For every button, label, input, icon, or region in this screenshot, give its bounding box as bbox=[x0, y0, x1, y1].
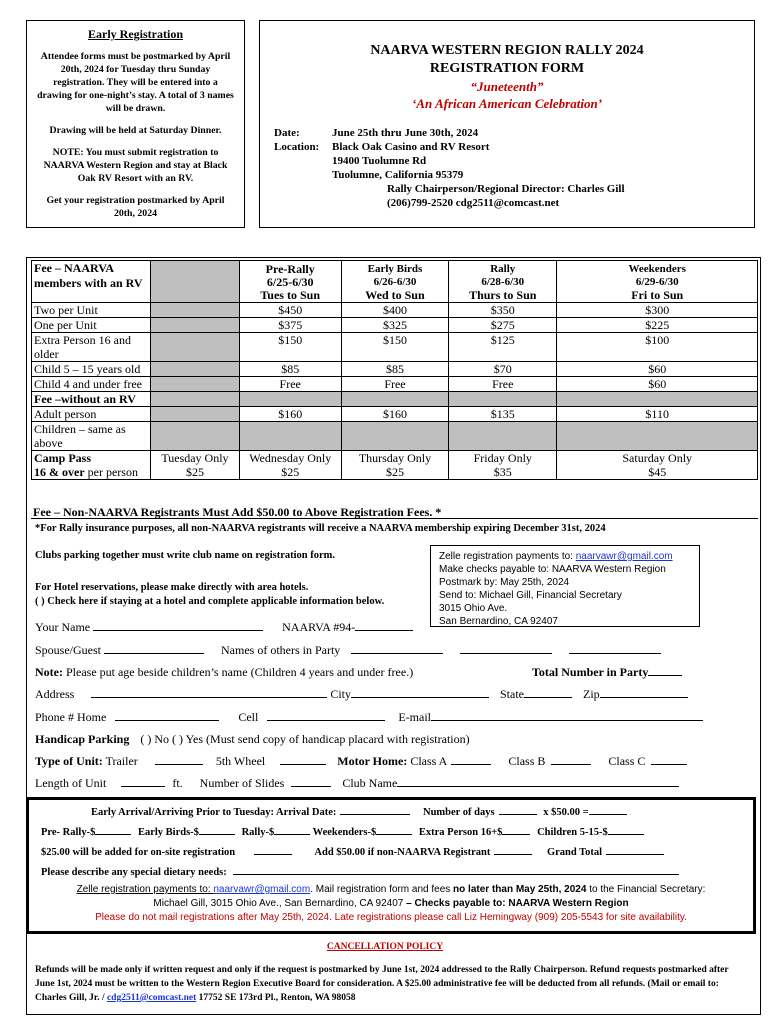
postmark-by: Postmark by: May 25th, 2024 bbox=[439, 577, 570, 588]
children-field[interactable] bbox=[608, 824, 644, 835]
camp-day: Friday Only bbox=[449, 451, 557, 466]
rally-field[interactable] bbox=[274, 824, 310, 835]
form-title: REGISTRATION FORM bbox=[429, 61, 585, 76]
early-registration-box bbox=[26, 20, 245, 228]
grey-cell bbox=[557, 392, 758, 407]
total-party-field[interactable] bbox=[648, 665, 682, 676]
zip-field[interactable] bbox=[600, 687, 688, 698]
col-label: Weekenders bbox=[628, 263, 686, 275]
naarva-number-label: NAARVA #94- bbox=[282, 620, 356, 634]
grey-cell bbox=[341, 392, 448, 407]
early-arrival-label: Early Arrival/Arriving Prior to Tuesday: Arrival Date: bbox=[91, 807, 337, 818]
location-label: Location: bbox=[274, 141, 320, 153]
fee-header-row bbox=[32, 261, 758, 303]
row-label: Child 4 and under free bbox=[32, 377, 151, 392]
fee-cell: $70 bbox=[449, 362, 557, 377]
fee-cell: Free bbox=[449, 377, 557, 392]
spouse-row bbox=[35, 643, 661, 658]
early-birds-field[interactable] bbox=[199, 824, 235, 835]
col-dates: 6/25-6/30 bbox=[266, 275, 314, 289]
fee-cell: $160 bbox=[239, 407, 341, 422]
camp-price: $25 bbox=[151, 465, 239, 480]
club-name-label: Club Name bbox=[342, 776, 398, 790]
total-party bbox=[532, 665, 682, 680]
class-b-label: Class B bbox=[508, 754, 546, 768]
note-row bbox=[35, 665, 413, 680]
others-field-1[interactable] bbox=[351, 643, 443, 654]
times-fifty-label: x $50.00 = bbox=[543, 807, 589, 818]
note-text: Please put age beside children’s name (Children 4 years and under free.) bbox=[62, 665, 414, 679]
spouse-field[interactable] bbox=[104, 643, 204, 654]
cancellation-title: CANCELLATION POLICY bbox=[326, 942, 444, 952]
fee-cell: $150 bbox=[239, 333, 341, 362]
late-registration-note: Please do not mail registrations after May 25th, 2024. Late registrations please call Liz Hemingway (909) 205-5543 for site availability. bbox=[95, 912, 687, 923]
grey-cell bbox=[557, 422, 758, 451]
grey-cell bbox=[151, 422, 239, 451]
fee-cell: $275 bbox=[449, 318, 557, 333]
date-value: June 25th thru June 30th, 2024 bbox=[332, 127, 479, 139]
fee-table bbox=[31, 260, 758, 480]
fee-cell: $110 bbox=[557, 407, 758, 422]
insurance-note: *For Rally insurance purposes, all non-NAARVA registrants will receive a NAARVA membership expiring December 31st, 2024 bbox=[35, 523, 606, 534]
mail-instructions bbox=[29, 884, 753, 895]
naarva-number-field[interactable] bbox=[355, 620, 413, 631]
row-label: Children – same as above bbox=[32, 422, 151, 451]
pre-rally-label: Pre- Rally-$ bbox=[41, 827, 96, 838]
checks-payable-bold: – Checks payable to: NAARVA Western Region bbox=[406, 898, 629, 909]
fee-cell: $325 bbox=[341, 318, 448, 333]
grey-cell bbox=[239, 422, 341, 451]
length-label: Length of Unit bbox=[35, 776, 107, 790]
grey-cell bbox=[151, 303, 239, 318]
length-row bbox=[35, 776, 679, 791]
early-registration-title: Early Registration bbox=[88, 27, 183, 41]
state-label: State bbox=[500, 687, 524, 701]
theme-line-2: ‘An African American Celebration’ bbox=[411, 96, 603, 111]
dietary-row bbox=[41, 864, 679, 878]
address-field[interactable] bbox=[91, 687, 327, 698]
row-label: Extra Person 16 and older bbox=[32, 333, 151, 362]
grand-total-label: Grand Total bbox=[546, 847, 603, 858]
weekenders-label: Weekenders-$ bbox=[312, 827, 377, 838]
children-label: Children 5-15-$ bbox=[537, 827, 608, 838]
fee-row bbox=[32, 333, 758, 362]
rally-label: Rally-$ bbox=[241, 827, 275, 838]
fee-cell: $350 bbox=[449, 303, 557, 318]
fee-cell: $60 bbox=[557, 377, 758, 392]
grand-total-field[interactable] bbox=[606, 844, 664, 855]
hotel-note: For Hotel reservations, please make directly with area hotels. bbox=[35, 582, 309, 593]
without-rv-label: Fee –without an RV bbox=[32, 392, 151, 407]
handicap-options[interactable]: ( ) No ( ) Yes (Must send copy of handicap placard with registration) bbox=[140, 732, 470, 746]
camp-price: $45 bbox=[557, 465, 758, 480]
fee-cell: Free bbox=[239, 377, 341, 392]
col-days: Tues to Sun bbox=[260, 288, 320, 302]
zelle-info-box bbox=[430, 545, 700, 627]
col-days: Wed to Sun bbox=[365, 288, 425, 302]
zelle-label: Zelle registration payments to: bbox=[439, 551, 576, 562]
postmark-note: Get your registration postmarked by April 20th, 2024 bbox=[46, 195, 225, 219]
col-dates: 6/29-6/30 bbox=[635, 276, 679, 288]
fee-cell: $60 bbox=[557, 362, 758, 377]
phone-label: Phone # Home bbox=[35, 710, 107, 724]
fee-cell: $85 bbox=[239, 362, 341, 377]
grey-cell bbox=[151, 377, 239, 392]
phone-row bbox=[35, 710, 703, 725]
send-to: Send to: Michael Gill, Financial Secretary bbox=[439, 590, 622, 601]
spouse-label: Spouse/Guest bbox=[35, 643, 101, 657]
class-b-field[interactable] bbox=[551, 754, 591, 765]
checks-payable: Make checks payable to: NAARVA Western Region bbox=[439, 564, 666, 575]
name-row bbox=[35, 620, 413, 635]
email-field[interactable] bbox=[431, 710, 703, 721]
slides-label: Number of Slides bbox=[199, 776, 285, 790]
fee-row bbox=[32, 362, 758, 377]
fee-cell: $450 bbox=[239, 303, 341, 318]
camp-age: 16 & over bbox=[34, 465, 85, 479]
row-label: Adult person bbox=[32, 407, 151, 422]
camp-pass-sub bbox=[32, 465, 151, 480]
cancellation-text bbox=[35, 963, 735, 1005]
mail-address: Michael Gill, 3015 Ohio Ave., San Bernardino, CA 92407 bbox=[153, 898, 407, 909]
grey-cell bbox=[151, 407, 239, 422]
camp-day: Saturday Only bbox=[557, 451, 758, 466]
grey-cell bbox=[151, 392, 239, 407]
pre-rally-field[interactable] bbox=[95, 824, 131, 835]
non-naarva-fee: Fee – Non-NAARVA Registrants Must Add $50.00 to Above Registration Fees. * bbox=[33, 505, 442, 519]
trailer-label: Trailer bbox=[105, 754, 138, 768]
row-label: Child 5 – 15 years old bbox=[32, 362, 151, 377]
chairperson-line: Rally Chairperson/Regional Director: Charles Gill bbox=[387, 183, 625, 195]
early-birds-header bbox=[341, 261, 448, 303]
grey-cell bbox=[151, 318, 239, 333]
fee-cell: $100 bbox=[557, 333, 758, 362]
col-label: Early Birds bbox=[367, 263, 423, 275]
arrival-date-field[interactable] bbox=[340, 804, 410, 815]
your-name-label: Your Name bbox=[35, 620, 91, 634]
row-label: Two per Unit bbox=[32, 303, 151, 318]
grey-cell bbox=[449, 422, 557, 451]
date-label: Date: bbox=[274, 127, 300, 139]
your-name-field[interactable] bbox=[93, 620, 263, 631]
location-line-1: Black Oak Casino and RV Resort bbox=[332, 141, 490, 153]
cell-label: Cell bbox=[238, 710, 259, 724]
pre-rally-header bbox=[239, 261, 341, 303]
location-line-2: 19400 Tuolumne Rd bbox=[332, 155, 427, 167]
camp-pass-label: Camp Pass bbox=[32, 451, 151, 466]
col-days: Fri to Sun bbox=[631, 288, 684, 302]
contact-line: (206)799-2520 cdg2511@comcast.net bbox=[387, 197, 560, 209]
drawing-note: Drawing will be held at Saturday Dinner. bbox=[49, 125, 222, 136]
fee-cell: Free bbox=[341, 377, 448, 392]
rally-header-box bbox=[259, 20, 755, 228]
grey-cell bbox=[449, 392, 557, 407]
early-arrival-row bbox=[91, 804, 627, 818]
state-field[interactable] bbox=[524, 687, 572, 698]
trailer-field[interactable] bbox=[155, 754, 203, 765]
ft-label: ft. bbox=[172, 776, 183, 790]
class-a-field[interactable] bbox=[451, 754, 491, 765]
class-c-field[interactable] bbox=[651, 754, 687, 765]
grey-cell bbox=[341, 422, 448, 451]
handicap-label: Handicap Parking bbox=[35, 732, 130, 746]
total-party-label: Total Number in Party bbox=[532, 665, 649, 679]
others-field-3[interactable] bbox=[569, 643, 661, 654]
fee-cell: $135 bbox=[449, 407, 557, 422]
chair-email-link[interactable]: cdg2511@comcast.net bbox=[106, 993, 197, 1003]
send-address-2: San Bernardino, CA 92407 bbox=[439, 616, 558, 627]
handicap-row bbox=[35, 732, 470, 747]
class-c-label: Class C bbox=[608, 754, 646, 768]
extra-person-label: Extra Person 16+$ bbox=[418, 827, 503, 838]
fee-cell: $375 bbox=[239, 318, 341, 333]
others-field-2[interactable] bbox=[460, 643, 552, 654]
motor-home-label: Motor Home: bbox=[337, 754, 408, 768]
mail-text-end: to the Financial Secretary: bbox=[586, 884, 706, 895]
camp-day: Tuesday Only bbox=[151, 451, 239, 466]
grey-cell bbox=[151, 362, 239, 377]
children-row bbox=[32, 422, 758, 451]
address-label: Address bbox=[35, 687, 75, 701]
onsite-note: $25.00 will be added for on-site registration bbox=[41, 847, 236, 858]
fee-cell: $150 bbox=[341, 333, 448, 362]
camp-day: Thursday Only bbox=[341, 451, 448, 466]
address-row bbox=[35, 687, 688, 702]
col-label: Pre-Rally bbox=[265, 262, 315, 276]
rally-header bbox=[449, 261, 557, 303]
clubs-note: Clubs parking together must write club name on registration form. bbox=[35, 550, 336, 561]
grey-cell bbox=[151, 333, 239, 362]
note-label: Note: bbox=[35, 665, 63, 679]
grey-cell bbox=[151, 261, 239, 303]
non-naarva-add-field[interactable] bbox=[494, 844, 532, 855]
cancellation-body: Refunds will be made only if written request and only if the request is postmarked by June 1st, 2024 addressed to the Rally Chairperson. Refund requests postmarked after June 1st, 2024 must be written to the Western Region Executive Board for consideration. A $25.00 administrative fee will be deducted from all refunds. (Mail or email to: Charles Gill, Jr. / bbox=[35, 965, 729, 1003]
chair-address: 17752 SE 173rd Pl., Renton, WA 98058 bbox=[196, 993, 356, 1003]
send-address-1: 3015 Ohio Ave. bbox=[439, 603, 508, 614]
theme-line-1: “Juneteenth” bbox=[470, 79, 544, 94]
zelle-email-link[interactable]: naarvawr@gmail.com bbox=[213, 884, 311, 895]
dietary-field[interactable] bbox=[233, 864, 679, 875]
totals-row bbox=[41, 844, 664, 858]
cell-field[interactable] bbox=[267, 710, 385, 721]
without-rv-row bbox=[32, 392, 758, 407]
camp-pass-row bbox=[32, 451, 758, 466]
camp-price: $35 bbox=[449, 465, 557, 480]
col-dates: 6/26-6/30 bbox=[373, 276, 417, 288]
length-field[interactable] bbox=[121, 776, 165, 787]
fifth-wheel-label: 5th Wheel bbox=[215, 754, 266, 768]
adult-row bbox=[32, 407, 758, 422]
divider bbox=[31, 518, 758, 519]
camp-price-row bbox=[32, 465, 758, 480]
class-a-label: Class A bbox=[410, 754, 448, 768]
deadline-text: no later than May 25th, 2024 bbox=[453, 884, 587, 895]
location-line-3: Tuolumne, California 95379 bbox=[332, 169, 464, 181]
unit-type-label: Type of Unit: bbox=[35, 754, 103, 768]
city-field[interactable] bbox=[351, 687, 489, 698]
num-days-field[interactable] bbox=[499, 804, 537, 815]
early-arrival-total-field[interactable] bbox=[589, 804, 627, 815]
zelle-email-link[interactable]: naarvawr@gmail.com bbox=[575, 551, 673, 562]
col-dates: 6/28-6/30 bbox=[481, 276, 525, 288]
onsite-field[interactable] bbox=[254, 844, 292, 855]
hotel-checkbox[interactable]: ( ) Check here if staying at a hotel and complete applicable information below. bbox=[35, 596, 385, 607]
fee-breakdown-row bbox=[41, 824, 644, 838]
extra-person-field[interactable] bbox=[502, 824, 530, 835]
fee-naarva-header: Fee – NAARVA members with an RV bbox=[32, 261, 151, 303]
fee-cell: $225 bbox=[557, 318, 758, 333]
early-registration-text: Attendee forms must be postmarked by April 20th, 2024 for Tuesday thru Sunday registration. They will be entered into a drawing for one-night’s stay. A total of 3 names will be drawn. bbox=[37, 51, 234, 114]
num-days-label: Number of days bbox=[423, 807, 495, 818]
fee-cell: $300 bbox=[557, 303, 758, 318]
zelle-prefix: Zelle registration payments to: bbox=[76, 884, 214, 895]
camp-per: per person bbox=[84, 465, 138, 479]
grey-cell bbox=[239, 392, 341, 407]
row-label: One per Unit bbox=[32, 318, 151, 333]
zelle-line bbox=[439, 550, 691, 563]
camp-day: Wednesday Only bbox=[239, 451, 341, 466]
col-days: Thurs to Sun bbox=[469, 288, 537, 302]
camp-price: $25 bbox=[239, 465, 341, 480]
email-label: E-mail bbox=[398, 710, 431, 724]
camp-price: $25 bbox=[341, 465, 448, 480]
weekenders-field[interactable] bbox=[376, 824, 412, 835]
dietary-label: Please describe any special dietary needs: bbox=[41, 867, 227, 878]
early-birds-label: Early Birds-$ bbox=[137, 827, 199, 838]
submit-note: NOTE: You must submit registration to NAARVA Western Region and stay at Black Oak RV Resort with an RV. bbox=[43, 147, 228, 184]
fee-row bbox=[32, 377, 758, 392]
fifth-wheel-field[interactable] bbox=[280, 754, 326, 765]
others-label: Names of others in Party bbox=[221, 643, 341, 657]
fee-cell: $400 bbox=[341, 303, 448, 318]
col-label: Rally bbox=[490, 263, 516, 275]
fee-cell: $85 bbox=[341, 362, 448, 377]
city-label: City bbox=[330, 687, 351, 701]
fee-cell: $160 bbox=[341, 407, 448, 422]
mail-address-line bbox=[29, 898, 753, 909]
fee-row bbox=[32, 303, 758, 318]
slides-field[interactable] bbox=[291, 776, 331, 787]
payment-summary-box bbox=[26, 797, 756, 934]
rally-title: NAARVA WESTERN REGION RALLY 2024 bbox=[370, 43, 644, 58]
fee-row bbox=[32, 318, 758, 333]
non-naarva-add-label: Add $50.00 if non-NAARVA Registrant bbox=[314, 847, 491, 858]
weekenders-header bbox=[557, 261, 758, 303]
phone-field[interactable] bbox=[115, 710, 219, 721]
unit-type-row bbox=[35, 754, 687, 769]
club-name-field[interactable] bbox=[397, 776, 679, 787]
mail-text: . Mail registration form and fees bbox=[310, 884, 454, 895]
zip-label: Zip bbox=[583, 687, 600, 701]
fee-cell: $125 bbox=[449, 333, 557, 362]
